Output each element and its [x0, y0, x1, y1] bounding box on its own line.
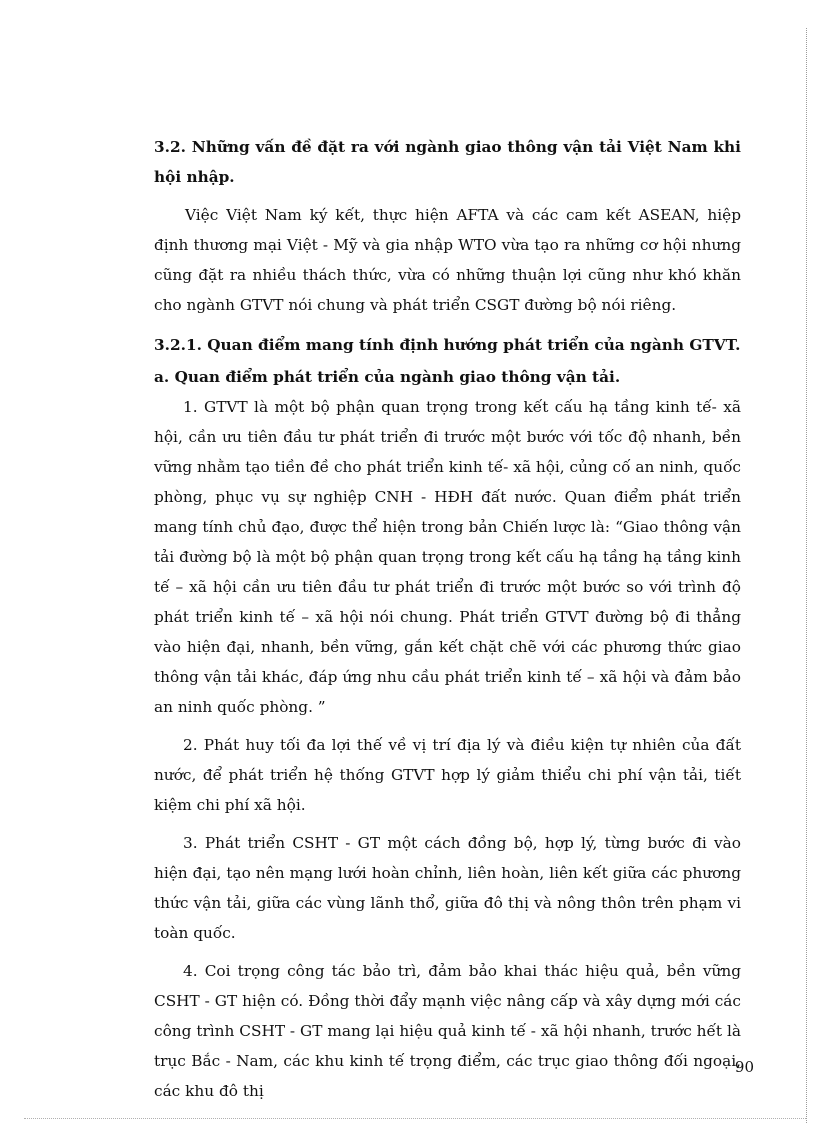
page-bottom-dotted-line	[24, 1118, 806, 1119]
subsection-subheading: a. Quan điểm phát triển của ngành giao thông vận tải.	[154, 368, 621, 386]
page-body	[154, 132, 741, 1106]
page-number: 90	[734, 1058, 754, 1076]
list-item-4: 4. Coi trọng công tác bảo trì, đảm bảo khai thác hiệu quả, bền vững CSHT - GT hiện có. Đồng thời đẩy mạnh việc nâng cấp và xây dựng mới các công trình CSHT - GT mang lại hiệu quả kinh tế - xã hội nhanh, trước hết là trục Bắc - Nam, các khu kinh tế trọng điểm, các trục giao thông đối ngoại, các khu đô thị	[154, 962, 741, 1100]
page-edge-dotted-line	[806, 28, 807, 1123]
subsection-heading: 3.2.1. Quan điểm mang tính định hướng phát triển của ngành GTVT.	[154, 336, 741, 354]
list-item-2: 2. Phát huy tối đa lợi thế về vị trí địa lý và điều kiện tự nhiên của đất nước, để phát triển hệ thống GTVT hợp lý giảm thiểu chi phí vận tải, tiết kiệm chi phí xã hội.	[154, 736, 741, 814]
list-item-1: 1. GTVT là một bộ phận quan trọng trong kết cấu hạ tầng kinh tế- xã hội, cần ưu tiên đầu tư phát triển đi trước một bước với tốc độ nhanh, bền vững nhằm tạo tiền đề cho phát triển kinh tế- xã hội, củng cố an ninh, quốc phòng, phục vụ sự nghiệp CNH - HĐH đất nước. Quan điểm phát triển mang tính chủ đạo, được thể hiện trong bản Chiến lược là: “Giao thông vận tải đường bộ là một bộ phận quan trọng trong kết cấu hạ tầng hạ tầng kinh tế – xã hội cần ưu tiên đầu tư phát triển đi trước một bước so với trình độ phát triển kinh tế – xã hội nói chung. Phát triển GTVT đường bộ đi thẳng vào hiện đại, nhanh, bền vững, gắn kết chặt chẽ với các phương thức giao thông vận tải khác, đáp ứng nhu cầu phát triển kinh tế – xã hội và đảm bảo an ninh quốc phòng. ”	[154, 398, 741, 716]
section-intro-paragraph: Việc Việt Nam ký kết, thực hiện AFTA và các cam kết ASEAN, hiệp định thương mại Việt - Mỹ và gia nhập WTO vừa tạo ra những cơ hội nhưng cũng đặt ra nhiều thách thức, vừa có những thuận lợi cũng như khó khăn cho ngành GTVT nói chung và phát triển CSGT đường bộ nói riêng.	[154, 206, 741, 314]
section-heading: 3.2. Những vấn đề đặt ra với ngành giao thông vận tải Việt Nam khi hội nhập.	[154, 138, 741, 186]
list-item-3: 3. Phát triển CSHT - GT một cách đồng bộ, hợp lý, từng bước đi vào hiện đại, tạo nên mạng lưới hoàn chỉnh, liên hoàn, liên kết giữa các phương thức vận tải, giữa các vùng lãnh thổ, giữa đô thị và nông thôn trên phạm vi toàn quốc.	[154, 834, 741, 942]
